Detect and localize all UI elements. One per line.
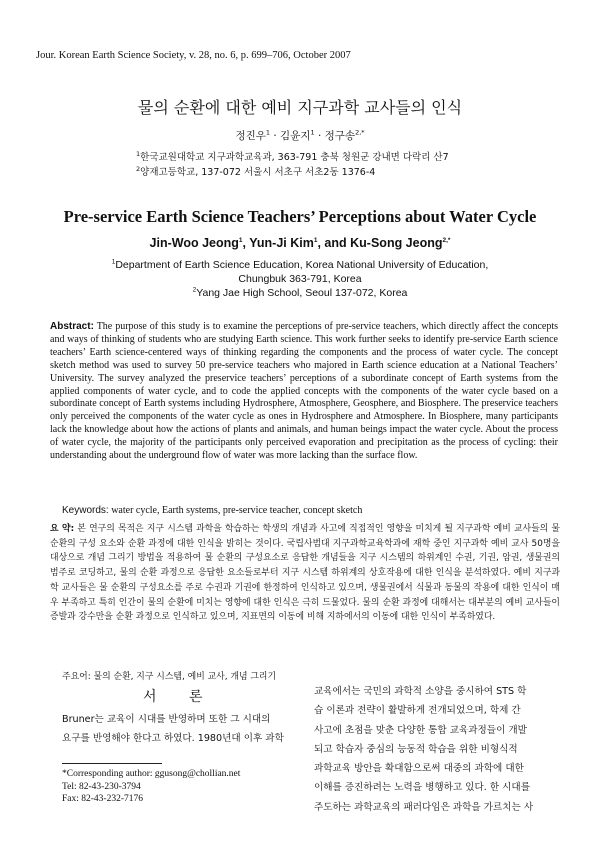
- body-left-column: [62, 710, 297, 748]
- affiliation-text: Department of Earth Science Education, Korea National University of Education,: [115, 259, 489, 271]
- korean-abstract: [50, 522, 560, 625]
- abstract-text: The purpose of this study is to examine the perceptions of pre-service teachers, which directly affect the concepts and ways of thinking of students who are studying Earth science. This work further seeks to identify pre-service Earth science teachers’ Earth science-centered ways of thinking regarding the components and the process of water cycle. The concept sketch method was used to survey 50 pre-service teachers who majored in Earth science education at a National Teachers’ University. The survey analyzed the preservice teachers’ perceptions of a subordinate concept of Earth systems from the applied components of water cycle, and to code the applied concepts with the components of the water cycle based on a subordinate concept of Earth systems including Hydrosphere, Atmosphere, Geosphere, and Biosphere. The preservice teachers only perceived the components of the water cycle as ones in Hydrosphere and Atmosphere. In Biosphere, many participants lack the knowledge about how the actions of plants and animals, and human beings impact the water cycle. About the process of water cycle, the majority of the participants only perceived evaporation and precipitation as the process of cycling: their understanding about the underground flow of water was more lacking than the surface flow.: [50, 321, 558, 462]
- korean-abstract-label: 요 약:: [50, 524, 75, 534]
- korean-keywords: [62, 669, 276, 682]
- author-separator: ·: [270, 130, 281, 142]
- korean-keywords-label: 주요어:: [62, 672, 91, 682]
- author-superscript: 1: [238, 236, 243, 244]
- english-abstract: [50, 321, 558, 463]
- english-affiliations: [0, 258, 600, 300]
- body-right-column: [314, 682, 561, 817]
- korean-keywords-text: 물의 순환, 지구 시스템, 예비 교사, 개념 그리기: [93, 672, 277, 682]
- korean-title: 물의 순환에 대한 예비 지구과학 교사들의 인식: [137, 98, 463, 117]
- abstract-label: Abstract:: [50, 321, 94, 332]
- english-affiliation-line: [0, 258, 600, 272]
- korean-author-name: 정진우: [235, 130, 266, 142]
- affiliation-text: Yang Jae High School, Seoul 137-072, Korea: [196, 287, 408, 299]
- body-line: 사고에 초점을 맞춘 다양한 통합 교육과정들이 개발: [314, 724, 527, 736]
- affiliation-text: 양재고등학교, 137-072 서울시 서초구 서초2동 1376-4: [140, 167, 376, 178]
- korean-affiliations: [136, 150, 449, 180]
- footnote: [62, 768, 240, 806]
- author-superscript: 1: [265, 128, 271, 137]
- english-title: Pre-service Earth Science Teachers’ Perceptions about Water Cycle: [63, 207, 537, 226]
- body-line: 과학교육 방안을 확대함으로써 대중의 과학에 대한: [314, 763, 524, 775]
- affiliation-superscript: 1: [136, 149, 141, 158]
- body-line: 교육에서는 국민의 과학적 소양을 중시하여 STS 학: [314, 686, 527, 697]
- english-affiliation-line: [0, 286, 600, 300]
- journal-citation: Jour. Korean Earth Science Society, v. 28, no. 6, p. 699–706, October 2007: [36, 50, 351, 61]
- author-separator: , and: [317, 236, 351, 250]
- footnote-divider: [62, 763, 162, 764]
- body-line: 되고 학습자 중심의 능동적 학습을 위한 비형식적: [314, 743, 518, 755]
- affiliation-superscript: 2: [136, 164, 141, 173]
- author-separator: ,: [242, 236, 250, 250]
- korean-affiliation: [136, 165, 449, 180]
- footnote-fax: Fax: 82-43-232-7176: [62, 794, 144, 804]
- affiliation-text: 한국교원대학교 지구과학교육과, 363-791 충북 청원군 강내면 다락리 산7: [140, 152, 449, 163]
- keywords-label: Keywords:: [62, 505, 109, 516]
- english-author-name: Ku-Song Jeong: [350, 236, 443, 250]
- affiliation-superscript: 2: [192, 286, 197, 294]
- body-line: 요구를 반영해야 한다고 하였다. 1980년대 이후 과학: [62, 733, 284, 744]
- english-keywords: [62, 505, 362, 516]
- footnote-tel: Tel: 82-43-230-3794: [62, 781, 141, 792]
- korean-authors: [0, 128, 600, 143]
- english-affiliation-line: Chungbuk 363-791, Korea: [238, 273, 362, 285]
- section-heading-introduction: 서 론: [143, 689, 217, 705]
- body-line: 습 이론과 전략이 활발하게 전개되었으며, 학제 간: [314, 705, 521, 717]
- footnote-corresponding: *Corresponding author: ggusong@chollian.net: [62, 769, 241, 779]
- korean-affiliation: [136, 150, 449, 165]
- english-author-name: Jin-Woo Jeong: [149, 236, 239, 250]
- author-separator: ·: [314, 130, 325, 142]
- author-superscript: 2,*: [442, 236, 451, 244]
- korean-abstract-text: 본 연구의 목적은 지구 시스템 과학을 학습하는 학생의 개념과 사고에 직접적인 영향을 미치게 될 지구과학 예비 교사들의 물 순환의 구성 요소와 순환 과정에 대한 인식을 밝히는 것이다. 국립사범대 지구과학교육학과에 재학 중인 지구과학 예비 교사 50명을 대상으로 개념 그리기 방법을 적용하여 물 순환의 구성요소로 응답한 개념들을 지구 시스템의 하위계인 수권, 기권, 암권, 생물권의 범주로 코딩하고, 물의 순환 과정으로 응답한 요소들로부터 지구 시스템 하위계의 상호작용에 대한 인식을 분석하였다. 예비 지구과학 교사들은 물 순환의 구성요소를 주로 수권과 기권에 한정하여 인식하고 있으며, 생물권에서 식물과 동물의 작용에 대한 인식이 매우 부족하고 특히 인간이 물의 순환에 미치는 영향에 대한 인식은 극히 드물었다. 물의 순환 과정에 대해서는 대부분의 예비 교사들이 증발과 강수만을 순환 과정으로 인식하고 있으며, 지표면의 이동에 비해 지하에서의 이동에 대한 인식이 부족하였다.: [50, 524, 560, 623]
- author-superscript: 1: [310, 128, 315, 137]
- korean-author-name: 김윤지: [280, 130, 311, 142]
- author-superscript: 1: [313, 236, 318, 244]
- keywords-text: water cycle, Earth systems, pre-service teacher, concept sketch: [111, 505, 363, 516]
- author-superscript: 2,*: [355, 128, 365, 137]
- body-line: Bruner는 교육이 시대를 반영하며 또한 그 시대의: [62, 714, 271, 725]
- body-line: 이해를 증진하려는 노력을 병행하고 있다. 한 시대를: [314, 782, 530, 794]
- body-line: 주도하는 과학교육의 패러다임은 과학을 가르치는 사: [314, 801, 534, 813]
- affiliation-superscript: 1: [111, 258, 116, 266]
- korean-author-name: 정구송: [324, 130, 356, 142]
- english-author-name: Yun-Ji Kim: [249, 236, 314, 250]
- english-authors: [0, 236, 600, 250]
